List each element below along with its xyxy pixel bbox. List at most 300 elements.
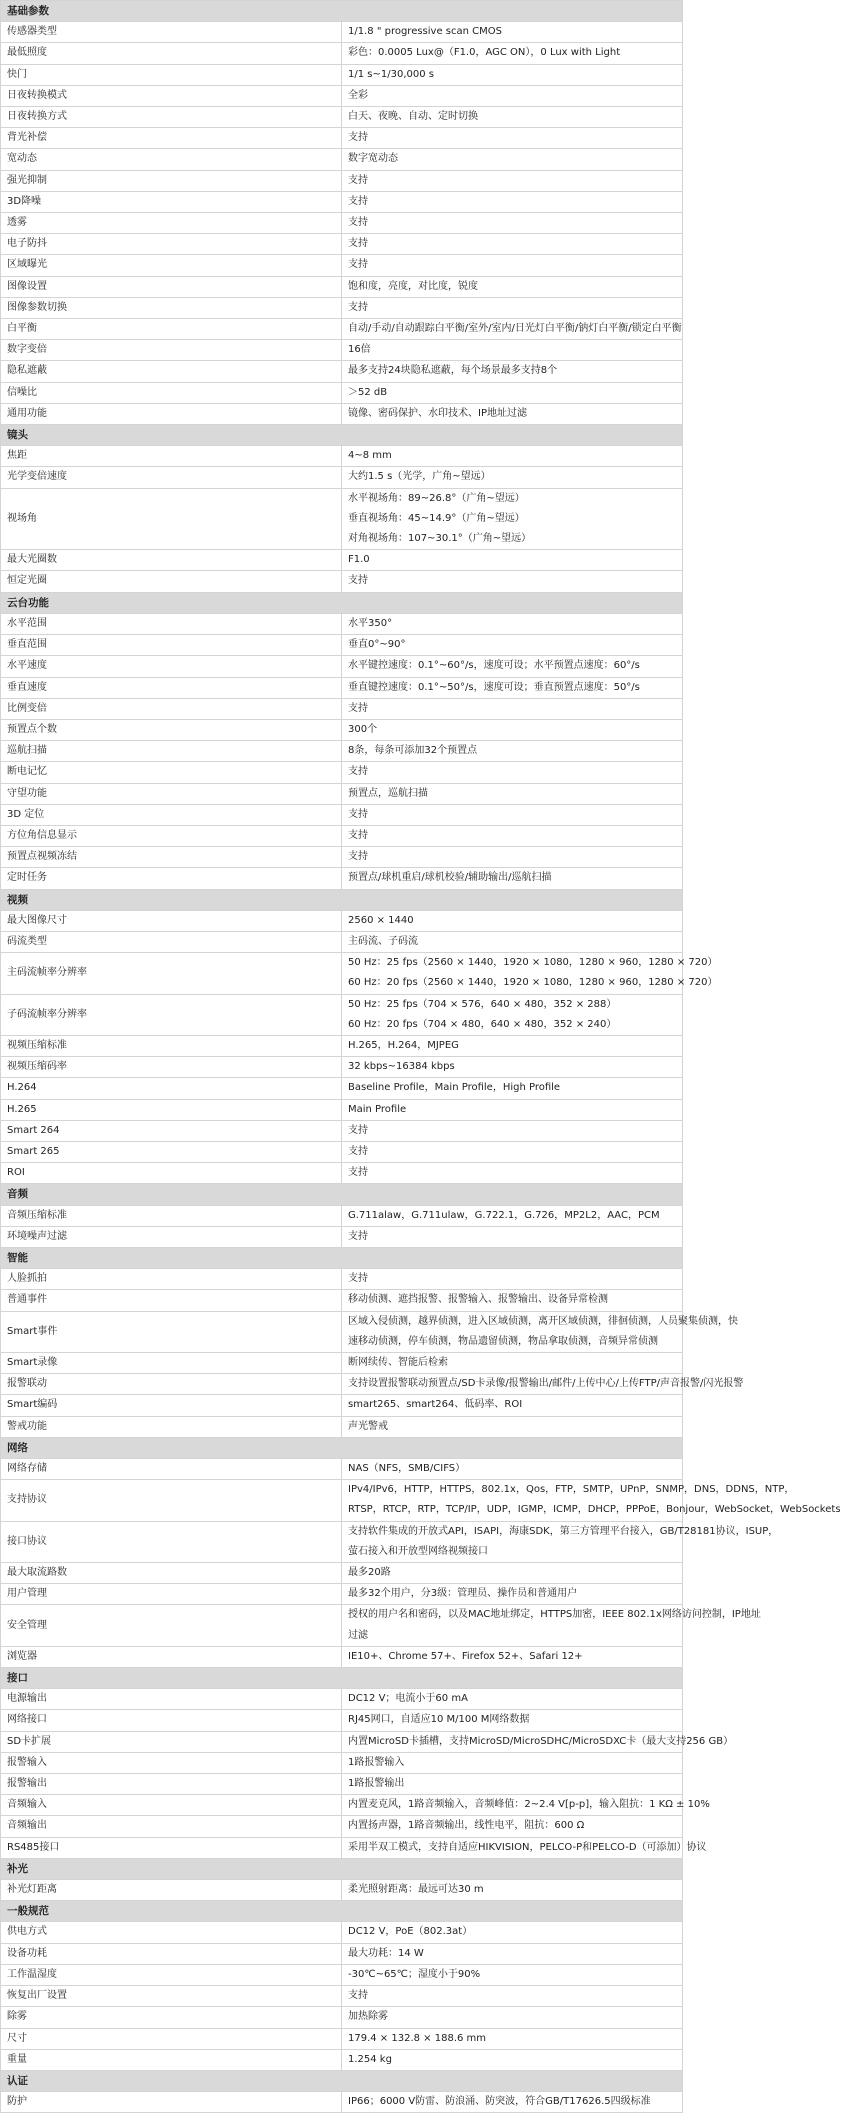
- spec-value-line: 1路报警输入: [348, 1756, 405, 1768]
- spec-row: [1, 994, 683, 1035]
- spec-value: [342, 804, 683, 825]
- spec-label: 设备功耗: [1, 1943, 342, 1964]
- spec-value: [342, 2049, 683, 2070]
- spec-value: [342, 1205, 683, 1226]
- spec-value: [342, 22, 683, 43]
- spec-value: [342, 550, 683, 571]
- spec-value: [342, 571, 683, 592]
- spec-value: [342, 698, 683, 719]
- spec-row: [1, 1774, 683, 1795]
- spec-row: [1, 1353, 683, 1374]
- spec-row: [1, 170, 683, 191]
- spec-value: [342, 953, 718, 994]
- spec-label: 3D降噪: [1, 191, 342, 212]
- spec-value-line: 支持软件集成的开放式API，ISAPI，海康SDK，第三方管理平台接入，GB/T28181协议，ISUP，: [348, 1525, 779, 1537]
- spec-row: [1, 1374, 683, 1395]
- section-title: 视频: [1, 889, 683, 910]
- spec-value-line: 支持: [348, 174, 368, 186]
- spec-value-line: 支持: [348, 808, 368, 820]
- spec-row: [1, 128, 683, 149]
- spec-value: [342, 1646, 683, 1667]
- spec-value-line: IE10+、Chrome 57+、Firefox 52+、Safari 12+: [348, 1650, 583, 1662]
- spec-label: 恒定光圈: [1, 571, 342, 592]
- spec-row: [1, 467, 683, 488]
- spec-value: [342, 677, 683, 698]
- spec-label: 支持协议: [1, 1480, 342, 1521]
- spec-label: 水平范围: [1, 613, 342, 634]
- spec-value: [342, 1710, 683, 1731]
- spec-row: [1, 1646, 683, 1667]
- spec-value-line: 1.254 kg: [348, 2053, 392, 2065]
- spec-label: RS485接口: [1, 1837, 342, 1858]
- spec-value-line: 支持: [348, 1167, 368, 1179]
- spec-label: 电源输出: [1, 1689, 342, 1710]
- section-title: 镜头: [1, 425, 683, 446]
- spec-label: 报警输出: [1, 1774, 342, 1795]
- spec-label: 环境噪声过滤: [1, 1226, 342, 1247]
- spec-label: 定时任务: [1, 868, 342, 889]
- spec-value-line: F1.0: [348, 554, 370, 566]
- spec-row: [1, 677, 683, 698]
- spec-row: [1, 2049, 683, 2070]
- spec-label: 电子防抖: [1, 234, 342, 255]
- spec-value-line: 179.4 × 132.8 × 188.6 mm: [348, 2032, 487, 2044]
- spec-value: [342, 297, 683, 318]
- section-title: 接口: [1, 1668, 683, 1689]
- spec-value-line: IP66；6000 V防雷、防浪涌、防突波，符合GB/T17626.5四级标准: [348, 2096, 651, 2108]
- spec-value-line: 内置MicroSD卡插槽，支持MicroSD/MicroSDHC/MicroSDXC卡（最大支持256 GB）: [348, 1735, 734, 1747]
- spec-label: 报警联动: [1, 1374, 342, 1395]
- spec-value-line: 300个: [348, 723, 378, 735]
- spec-row: [1, 1163, 683, 1184]
- section-header: [1, 2070, 683, 2091]
- spec-value-line: 支持: [348, 1145, 368, 1157]
- spec-label: 网络接口: [1, 1710, 342, 1731]
- spec-row: [1, 361, 683, 382]
- spec-label: 音频压缩标准: [1, 1205, 342, 1226]
- spec-value-line: H.265，H.264，MJPEG: [348, 1039, 459, 1051]
- spec-row: [1, 1120, 683, 1141]
- spec-value: [342, 613, 683, 634]
- spec-row: [1, 234, 683, 255]
- spec-value: [342, 1078, 683, 1099]
- spec-value-line: 垂直视场角：45~14.9°（广角~望远）: [348, 512, 525, 524]
- spec-label: 重量: [1, 2049, 342, 2070]
- spec-label: 最大图像尺寸: [1, 910, 342, 931]
- spec-row: [1, 43, 683, 64]
- spec-label: 音频输入: [1, 1795, 342, 1816]
- section-header: [1, 1184, 683, 1205]
- spec-value-line: 速移动侦测，停车侦测，物品遗留侦测，物品拿取侦测，音频异常侦测: [348, 1335, 658, 1347]
- section-title: 智能: [1, 1247, 683, 1268]
- spec-row: [1, 340, 683, 361]
- spec-label: 最大取流路数: [1, 1563, 342, 1584]
- spec-value: [342, 361, 683, 382]
- spec-value-line: DC12 V，PoE（802.3at）: [348, 1926, 473, 1938]
- spec-label: 比例变倍: [1, 698, 342, 719]
- spec-label: 背光补偿: [1, 128, 342, 149]
- spec-value-line: 32 kbps~16384 kbps: [348, 1061, 455, 1073]
- spec-row: [1, 85, 683, 106]
- spec-row: [1, 2007, 683, 2028]
- spec-label: 预置点视频冻结: [1, 847, 342, 868]
- spec-row: [1, 213, 683, 234]
- spec-value: [342, 1120, 683, 1141]
- spec-row: [1, 2028, 683, 2049]
- spec-label: 视场角: [1, 488, 342, 550]
- spec-label: 视频压缩标准: [1, 1035, 342, 1056]
- spec-value-line: 内置扬声器，1路音频输出，线性电平，阻抗：600 Ω: [348, 1820, 585, 1832]
- spec-value: [342, 1795, 710, 1816]
- spec-value: [342, 1943, 683, 1964]
- spec-value: [342, 170, 683, 191]
- spec-value-line: 移动侦测、遮挡报警、报警输入、报警输出、设备异常检测: [348, 1294, 608, 1306]
- spec-value-line: Main Profile: [348, 1103, 407, 1115]
- spec-label: 视频压缩码率: [1, 1057, 342, 1078]
- spec-label: ROI: [1, 1163, 342, 1184]
- spec-value-line: RTSP，RTCP，RTP，TCP/IP，UDP，IGMP，ICMP，DHCP，PPPoE，Bonjour，WebSocket，WebSockets: [348, 1504, 841, 1516]
- section-title: 基础参数: [1, 1, 683, 22]
- spec-row: [1, 1057, 683, 1078]
- spec-value-line: 支持: [348, 702, 368, 714]
- spec-value: [342, 1605, 761, 1646]
- section-title: 网络: [1, 1437, 683, 1458]
- spec-value: [342, 1269, 683, 1290]
- spec-value-line: 过滤: [348, 1629, 368, 1641]
- spec-value-line: 柔光照射距离：最远可达30 m: [348, 1884, 484, 1896]
- spec-value-line: 8条，每条可添加32个预置点: [348, 745, 478, 757]
- spec-row: [1, 1837, 683, 1858]
- spec-value-line: 垂直0°~90°: [348, 639, 406, 651]
- spec-label: 子码流帧率分辨率: [1, 994, 342, 1035]
- spec-value-line: 支持: [348, 301, 368, 313]
- section-header: [1, 425, 683, 446]
- spec-label: 垂直范围: [1, 635, 342, 656]
- spec-value: [342, 467, 683, 488]
- spec-value: [342, 43, 683, 64]
- spec-value-line: Baseline Profile，Main Profile，High Profile: [348, 1082, 561, 1094]
- spec-label: Smart 264: [1, 1120, 342, 1141]
- spec-label: 图像参数切换: [1, 297, 342, 318]
- spec-row: [1, 1710, 683, 1731]
- spec-value-line: 最多支持24块隐私遮蔽，每个场景最多支持8个: [348, 365, 558, 377]
- spec-row: [1, 1269, 683, 1290]
- spec-row: [1, 804, 683, 825]
- spec-value-line: 垂直键控速度：0.1°~50°/s，速度可设；垂直预置点速度：50°/s: [348, 681, 640, 693]
- spec-row: [1, 868, 683, 889]
- section-title: 云台功能: [1, 592, 683, 613]
- spec-row: [1, 382, 683, 403]
- spec-value-line: 萤石接入和开放型网络视频接口: [348, 1545, 488, 1557]
- spec-label: 日夜转换模式: [1, 85, 342, 106]
- spec-row: [1, 1141, 683, 1162]
- spec-value-line: 支持: [348, 1273, 368, 1285]
- spec-label: 透雾: [1, 213, 342, 234]
- spec-value: [342, 635, 683, 656]
- spec-value-line: smart265、smart264、低码率、ROI: [348, 1399, 523, 1411]
- spec-row: [1, 1563, 683, 1584]
- spec-value-line: 支持: [348, 851, 368, 863]
- spec-value-line: 最大功耗：14 W: [348, 1947, 424, 1959]
- spec-value-line: 自动/手动/自动跟踪白平衡/室外/室内/日光灯白平衡/钠灯白平衡/锁定白平衡: [348, 323, 682, 335]
- spec-row: [1, 1880, 683, 1901]
- spec-value: [342, 191, 683, 212]
- spec-row: [1, 1226, 683, 1247]
- spec-value: [342, 64, 683, 85]
- spec-value-line: 彩色：0.0005 Lux@（F1.0，AGC ON），0 Lux with Light: [348, 47, 621, 59]
- spec-label: 最低照度: [1, 43, 342, 64]
- spec-value-line: 水平视场角：89~26.8°（广角~望远）: [348, 492, 525, 504]
- spec-value-line: 支持: [348, 766, 368, 778]
- spec-label: 工作温湿度: [1, 1964, 342, 1985]
- spec-label: 主码流帧率分辨率: [1, 953, 342, 994]
- spec-value-line: RJ45网口，自适应10 M/100 M网络数据: [348, 1714, 530, 1726]
- spec-value-line: IPv4/IPv6，HTTP，HTTPS，802.1x，Qos，FTP，SMTP，UPnP，SNMP，DNS，DDNS，NTP，: [348, 1484, 795, 1496]
- spec-row: [1, 656, 683, 677]
- spec-value: [342, 1226, 683, 1247]
- spec-value: [342, 1141, 683, 1162]
- spec-value-line: DC12 V；电流小于60 mA: [348, 1693, 468, 1705]
- section-header: [1, 1437, 683, 1458]
- spec-value-line: 水平350°: [348, 617, 393, 629]
- spec-row: [1, 1605, 683, 1646]
- spec-value-line: 白天、夜晚、自动、定时切换: [348, 111, 478, 123]
- spec-label: SD卡扩展: [1, 1731, 342, 1752]
- spec-value: [342, 1099, 683, 1120]
- spec-value-line: 支持: [348, 195, 368, 207]
- spec-value-line: 区域入侵侦测，越界侦测，进入区域侦测，离开区域侦测，徘徊侦测，人员聚集侦测，快: [348, 1315, 738, 1327]
- spec-row: [1, 1943, 683, 1964]
- spec-label: 普通事件: [1, 1290, 342, 1311]
- spec-value: [342, 255, 683, 276]
- spec-row: [1, 1731, 683, 1752]
- spec-value: [342, 741, 683, 762]
- spec-label: 网络存储: [1, 1459, 342, 1480]
- spec-value: [342, 825, 683, 846]
- spec-row: [1, 1584, 683, 1605]
- spec-value-line: 授权的用户名和密码，以及MAC地址绑定，HTTPS加密，IEEE 802.1x网络访问控制，IP地址: [348, 1609, 761, 1621]
- spec-label: 通用功能: [1, 403, 342, 424]
- spec-row: [1, 635, 683, 656]
- spec-value: [342, 2028, 683, 2049]
- spec-row: [1, 1290, 683, 1311]
- spec-label: 图像设置: [1, 276, 342, 297]
- spec-label: Smart编码: [1, 1395, 342, 1416]
- spec-label: 最大光圈数: [1, 550, 342, 571]
- spec-row: [1, 1922, 683, 1943]
- spec-value-line: 16倍: [348, 344, 371, 356]
- spec-value: [342, 340, 683, 361]
- spec-label: 音频输出: [1, 1816, 342, 1837]
- spec-value: [342, 2007, 683, 2028]
- spec-label: 白平衡: [1, 319, 342, 340]
- spec-value: [342, 868, 683, 889]
- spec-value: [342, 1880, 683, 1901]
- spec-value: [342, 1459, 683, 1480]
- spec-value-line: 加热除雾: [348, 2011, 388, 2023]
- spec-label: 用户管理: [1, 1584, 342, 1605]
- spec-value-line: 支持设置报警联动预置点/SD卡录像/报警输出/邮件/上传中心/上传FTP/声音报警/闪光报警: [348, 1378, 744, 1390]
- spec-label: 快门: [1, 64, 342, 85]
- spec-label: 警戒功能: [1, 1416, 342, 1437]
- spec-value-line: 数字宽动态: [348, 153, 398, 165]
- spec-label: 日夜转换方式: [1, 107, 342, 128]
- spec-value-line: 2560 × 1440: [348, 914, 414, 926]
- spec-row: [1, 297, 683, 318]
- spec-label: 水平速度: [1, 656, 342, 677]
- spec-row: [1, 910, 683, 931]
- spec-value-line: 支持: [348, 1230, 368, 1242]
- spec-value: [342, 276, 683, 297]
- spec-value: [342, 1395, 683, 1416]
- section-header: [1, 1247, 683, 1268]
- spec-value-line: 对角视场角：107~30.1°（广角~望远）: [348, 533, 532, 545]
- spec-row: [1, 825, 683, 846]
- section-header: [1, 1901, 683, 1922]
- spec-value: [342, 1752, 683, 1773]
- spec-value-line: 60 Hz：20 fps（704 × 480，640 × 480，352 × 240）: [348, 1018, 617, 1030]
- spec-row: [1, 2092, 683, 2113]
- spec-row: [1, 1395, 683, 1416]
- spec-value: [342, 994, 683, 1035]
- spec-label: Smart事件: [1, 1311, 342, 1352]
- spec-value: [342, 910, 683, 931]
- spec-row: [1, 1035, 683, 1056]
- spec-table-body: [1, 1, 841, 2113]
- spec-value: [342, 1986, 683, 2007]
- spec-label: 3D 定位: [1, 804, 342, 825]
- spec-value: [342, 2092, 683, 2113]
- section-title: 一般规范: [1, 1901, 683, 1922]
- spec-value-line: 60 Hz：20 fps（2560 × 1440，1920 × 1080，1280 × 960，1280 × 720）: [348, 977, 718, 989]
- spec-label: Smart录像: [1, 1353, 342, 1374]
- spec-row: [1, 403, 683, 424]
- spec-row: [1, 783, 683, 804]
- spec-value-line: NAS（NFS，SMB/CIFS）: [348, 1463, 466, 1475]
- spec-row: [1, 1816, 683, 1837]
- spec-row: [1, 276, 683, 297]
- spec-label: 尺寸: [1, 2028, 342, 2049]
- section-header: [1, 592, 683, 613]
- spec-value: [342, 1689, 683, 1710]
- spec-row: [1, 1986, 683, 2007]
- spec-row: [1, 149, 683, 170]
- spec-row: [1, 107, 683, 128]
- spec-row: [1, 719, 683, 740]
- spec-value-line: ＞52 dB: [348, 386, 388, 398]
- section-header: [1, 889, 683, 910]
- spec-value: [342, 1353, 683, 1374]
- spec-value-line: 支持: [348, 259, 368, 271]
- spec-label: 预置点个数: [1, 719, 342, 740]
- spec-value: [342, 1480, 841, 1521]
- spec-value: [342, 107, 683, 128]
- spec-row: [1, 1416, 683, 1437]
- spec-value-line: 支持: [348, 829, 368, 841]
- spec-value-line: 饱和度，亮度，对比度，锐度: [348, 280, 478, 292]
- spec-row: [1, 488, 683, 550]
- spec-row: [1, 1964, 683, 1985]
- spec-value: [342, 719, 683, 740]
- spec-row: [1, 64, 683, 85]
- spec-value: [342, 85, 683, 106]
- spec-row: [1, 255, 683, 276]
- spec-value: [342, 149, 683, 170]
- spec-row: [1, 1459, 683, 1480]
- spec-value-line: 水平键控速度：0.1°~60°/s，速度可设；水平预置点速度：60°/s: [348, 660, 640, 672]
- spec-label: 安全管理: [1, 1605, 342, 1646]
- spec-value: [342, 1584, 683, 1605]
- spec-row: [1, 1480, 683, 1521]
- spec-row: [1, 613, 683, 634]
- spec-value-line: 支持: [348, 132, 368, 144]
- spec-label: 巡航扫描: [1, 741, 342, 762]
- spec-value: [342, 931, 683, 952]
- spec-row: [1, 22, 683, 43]
- spec-value-line: G.711alaw，G.711ulaw，G.722.1，G.726，MP2L2，AAC，PCM: [348, 1209, 660, 1221]
- spec-row: [1, 1205, 683, 1226]
- spec-row: [1, 319, 683, 340]
- spec-label: 守望功能: [1, 783, 342, 804]
- spec-value: [342, 488, 683, 550]
- spec-row: [1, 1099, 683, 1120]
- spec-row: [1, 953, 683, 994]
- spec-value-line: 支持: [348, 575, 368, 587]
- spec-label: 浏览器: [1, 1646, 342, 1667]
- spec-value: [342, 1057, 683, 1078]
- spec-value: [342, 1163, 683, 1184]
- spec-label: 光学变倍速度: [1, 467, 342, 488]
- spec-row: [1, 446, 683, 467]
- spec-value: [342, 1837, 707, 1858]
- spec-value-line: 1路报警输出: [348, 1778, 405, 1790]
- section-header: [1, 1858, 683, 1879]
- spec-row: [1, 1521, 683, 1562]
- spec-value: [342, 234, 683, 255]
- spec-label: 报警输入: [1, 1752, 342, 1773]
- spec-label: 区域曝光: [1, 255, 342, 276]
- spec-row: [1, 931, 683, 952]
- section-title: 认证: [1, 2070, 683, 2091]
- spec-row: [1, 191, 683, 212]
- spec-label: 接口协议: [1, 1521, 342, 1562]
- spec-value-line: 4~8 mm: [348, 450, 392, 462]
- section-title: 音频: [1, 1184, 683, 1205]
- spec-value-line: 预置点/球机重启/球机校验/辅助输出/巡航扫描: [348, 872, 552, 884]
- spec-value-line: 镜像、密码保护、水印技术、IP地址过滤: [348, 407, 527, 419]
- spec-label: H.265: [1, 1099, 342, 1120]
- spec-label: 人脸抓拍: [1, 1269, 342, 1290]
- spec-value: [342, 1290, 683, 1311]
- spec-value: [342, 213, 683, 234]
- spec-label: 数字变倍: [1, 340, 342, 361]
- spec-value: [342, 403, 683, 424]
- spec-value: [342, 1521, 779, 1562]
- spec-label: 补光灯距离: [1, 1880, 342, 1901]
- spec-value: [342, 1816, 683, 1837]
- section-header: [1, 1668, 683, 1689]
- spec-value: [342, 1964, 683, 1985]
- spec-row: [1, 1752, 683, 1773]
- spec-row: [1, 1689, 683, 1710]
- spec-label: 强光抑制: [1, 170, 342, 191]
- spec-value: [342, 446, 683, 467]
- spec-row: [1, 550, 683, 571]
- spec-value-line: 支持: [348, 238, 368, 250]
- spec-value: [342, 1311, 738, 1352]
- spec-value: [342, 1563, 683, 1584]
- spec-value: [342, 762, 683, 783]
